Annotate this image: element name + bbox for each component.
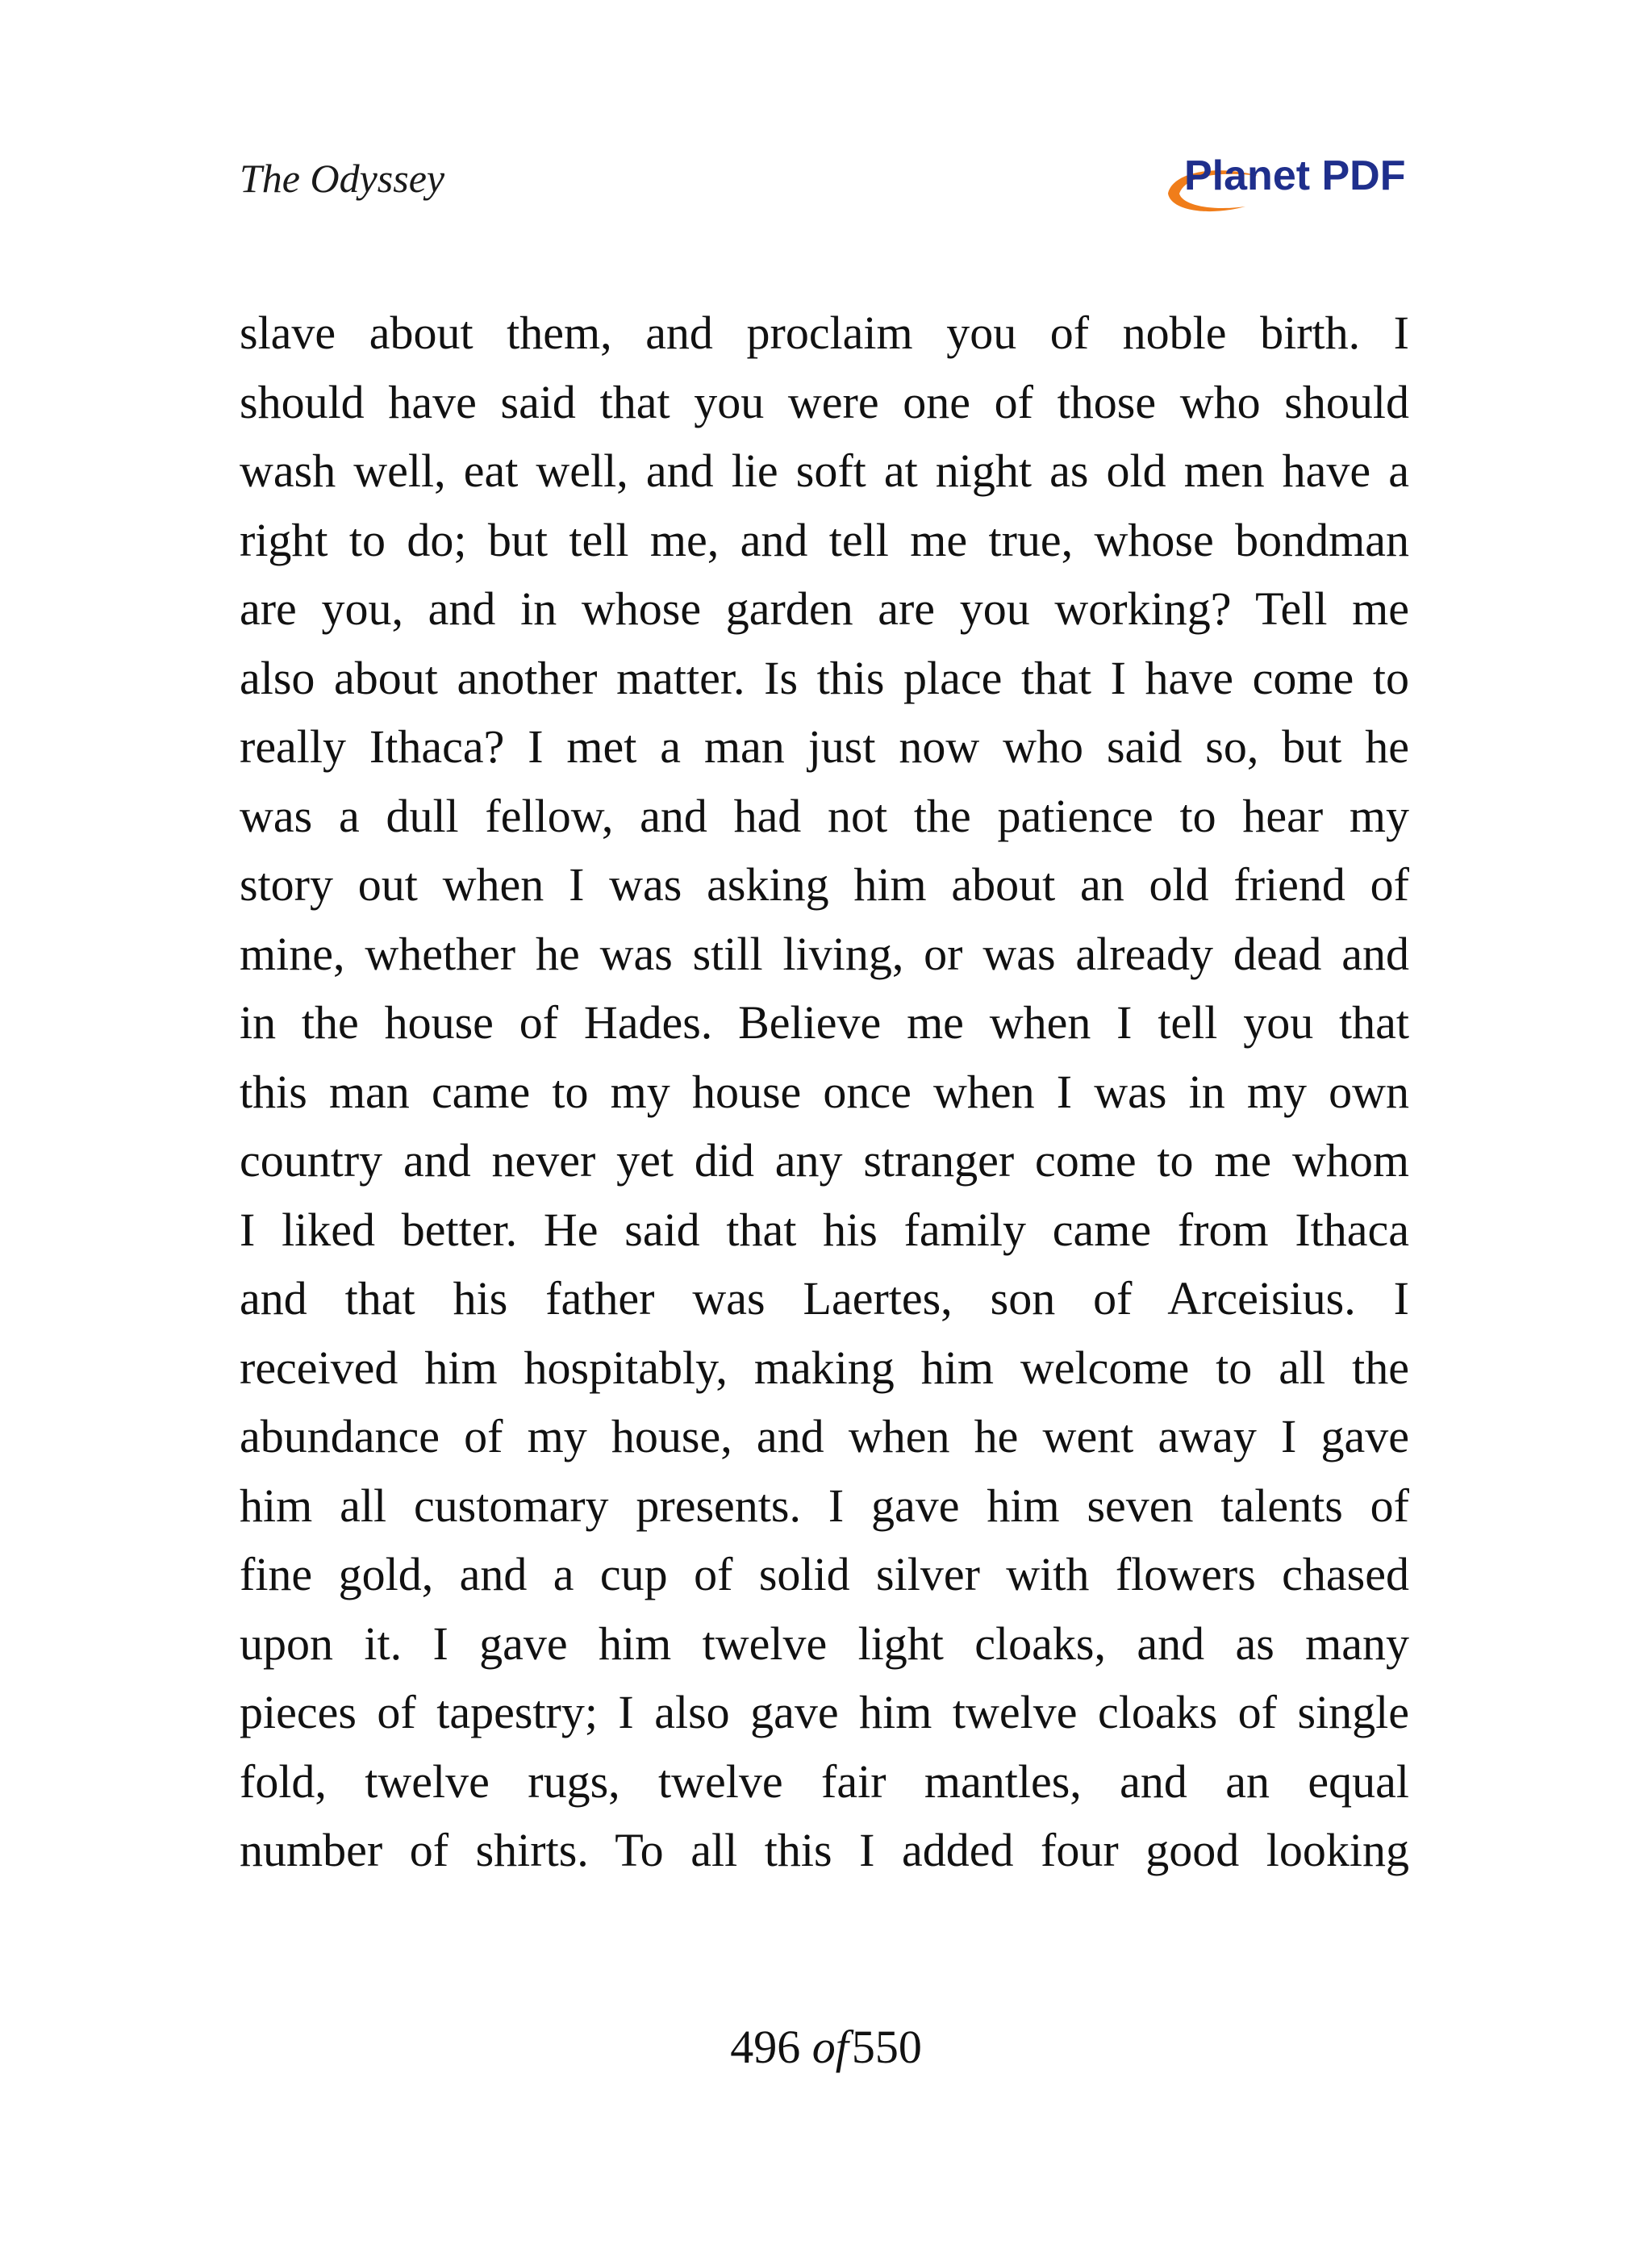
logo-text: Planet PDF [1184, 152, 1406, 199]
text-line: pieces of tapestry; I also gave him twelve cloaks of single [240, 1686, 1409, 1738]
text-line: country and never yet did any stranger come to me whom [240, 1134, 1409, 1187]
text-line: mine, whether he was still living, or was already dead and [240, 927, 1409, 980]
text-line: should have said that you were one of those who should [240, 375, 1409, 428]
total-pages: 550 [851, 2021, 922, 2073]
text-line: number of shirts. To all this I added four good looking [240, 1824, 1409, 1876]
planet-pdf-logo [1162, 148, 1412, 216]
running-title: The Odyssey [240, 156, 445, 201]
text-line: abundance of my house, and when he went away I gave [240, 1410, 1409, 1462]
text-line: wash well, eat well, and lie soft at night as old men have a [240, 444, 1409, 497]
text-line: are you, and in whose garden are you working? Tell me [240, 582, 1409, 635]
text-line: right to do; but tell me, and tell me true, whose bondman [240, 513, 1409, 566]
page-of-label: of [811, 2021, 849, 2073]
text-line: really Ithaca? I met a man just now who said so, but he [240, 720, 1409, 773]
text-line: I liked better. He said that his family came from Ithaca [240, 1203, 1409, 1256]
text-line: him all customary presents. I gave him seven talents of [240, 1479, 1409, 1532]
text-line: received him hospitably, making him welcome to all the [240, 1341, 1409, 1394]
page-number: 496 [730, 2021, 801, 2073]
text-line: also about another matter. Is this place that I have come to [240, 651, 1409, 704]
text-line: fine gold, and a cup of solid silver with flowers chased [240, 1548, 1409, 1600]
text-line: slave about them, and proclaim you of noble birth. I [240, 307, 1409, 359]
text-line: in the house of Hades. Believe me when I tell you that [240, 996, 1409, 1049]
text-line: fold, twelve rugs, twelve fair mantles, and an equal [240, 1754, 1409, 1808]
text-line: this man came to my house once when I was in my own [240, 1065, 1409, 1118]
text-line: upon it. I gave him twelve light cloaks, and as many [240, 1617, 1409, 1670]
text-line: story out when I was asking him about an old friend of [240, 858, 1409, 911]
text-line: and that his father was Laertes, son of Arceisius. I [240, 1272, 1409, 1325]
body-text [240, 298, 1409, 1885]
page-footer [0, 2015, 1652, 2080]
text-line: was a dull fellow, and had not the patience to hear my [240, 789, 1409, 842]
